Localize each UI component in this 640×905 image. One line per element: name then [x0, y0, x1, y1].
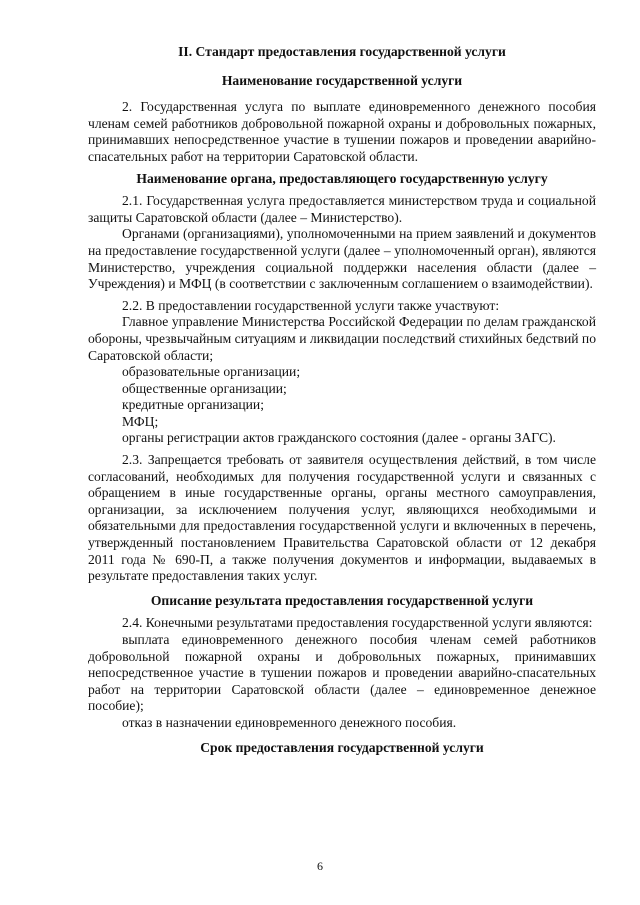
- list-item-zags: органы регистрации актов гражданского состояния (далее - органы ЗАГС).: [122, 430, 556, 446]
- paragraph-service-name: 2. Государственная услуга по выплате единовременного денежного пособия членам семей работников добровольной пожарной охраны и добровольных пожарных, принимавших непосредственное участие в тушении пожаров и проведении аварийно-спасательных работ на территории Саратовской области.: [88, 99, 596, 164]
- paragraph-2-2: 2.2. В предоставлении государственной услуги также участвуют:: [122, 297, 500, 313]
- service-name-heading: Наименование государственной услуги: [221, 72, 463, 88]
- paragraph-payment: выплата единовременного денежного пособия членам семей работников добровольной пожарной охраны и добровольных пожарных, принимавших непосредственное участие в тушении пожаров и проведении аварийно-спасательных работ на территории Саратовской области (далее – единовременное денежное пособие);: [88, 632, 596, 714]
- list-item-credit: кредитные организации;: [122, 397, 264, 413]
- paragraph-mchs: Главное управление Министерства Российской Федерации по делам гражданской обороны, чрезвычайным ситуациям и ликвидации последствий стихийных бедствий по Саратовской области;: [88, 314, 596, 363]
- list-item-public: общественные организации;: [122, 380, 287, 396]
- paragraph-2-4: 2.4. Конечными результатами предоставления государственной услуги являются:: [122, 615, 593, 631]
- authority-heading: Наименование органа, предоставляющего государственную услугу: [136, 170, 548, 186]
- page-number: 6: [317, 859, 323, 873]
- list-item-educational: образовательные организации;: [122, 364, 301, 380]
- paragraph-2-3: 2.3. Запрещается требовать от заявителя осуществления действий, в том числе согласований, необходимых для получения государственной услуги и связанных с обращением в иные государственные органы, органы местного самоуправления, организации, за исключением получения услуг, являющихся необходимыми и обязательными для предоставления государственной услуги и включенных в перечень, утвержденный постановлением Правительства Саратовской области от 12 декабря 2011 года № 690-П, а также получения документов и информации, выдаваемых в результате предоставления таких услуг.: [88, 452, 596, 584]
- term-heading: Срок предоставления государственной услуги: [200, 739, 484, 755]
- document-page: [88, 44, 596, 756]
- paragraph-2-1: 2.1. Государственная услуга предоставляется министерством труда и социальной защиты Саратовской области (далее – Министерство).: [88, 193, 596, 225]
- paragraph-authorized-bodies: Органами (организациями), уполномоченными на прием заявлений и документов на предоставление государственной услуги (далее – уполномоченный орган), являются Министерство, учреждения социальной поддержки населения области (далее – Учреждения) и МФЦ (в соответствии с заключенным соглашением о взаимодействии).: [88, 226, 596, 292]
- result-heading: Описание результата предоставления государственной услуги: [150, 592, 534, 608]
- paragraph-refusal: отказ в назначении единовременного денежного пособия.: [122, 714, 457, 730]
- list-item-mfc: МФЦ;: [122, 413, 159, 429]
- section-heading: II. Стандарт предоставления государственной услуги: [178, 44, 506, 59]
